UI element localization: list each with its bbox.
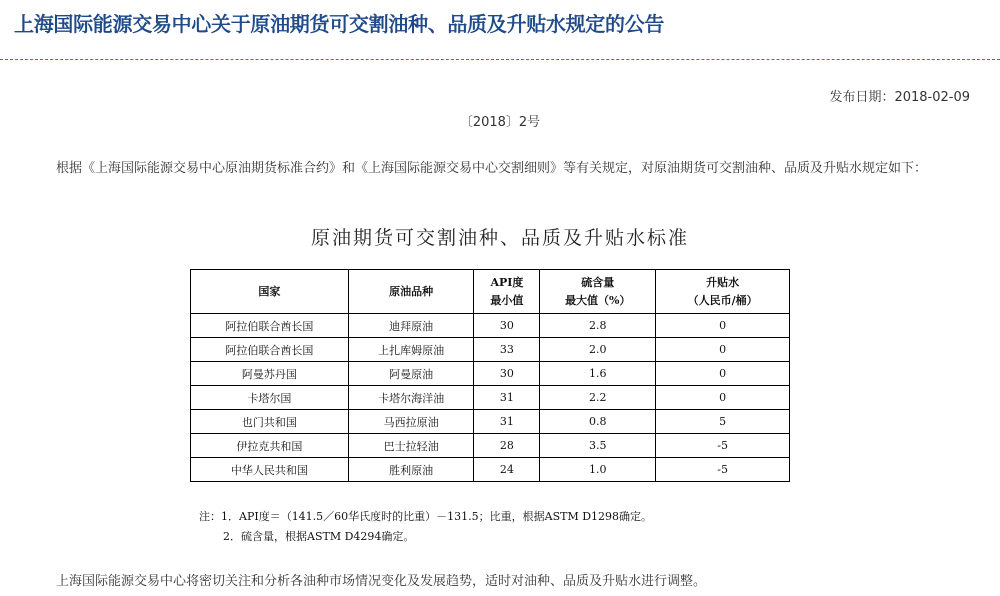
cell-grade: 上扎库姆原油 (348, 338, 474, 362)
cell-country: 伊拉克共和国 (191, 434, 349, 458)
note-2: 2．硫含量，根据ASTM D4294确定。 (223, 530, 415, 543)
cell-premium: 0 (656, 338, 790, 362)
title-divider (0, 59, 1000, 60)
cell-grade: 卡塔尔海洋油 (348, 386, 474, 410)
cell-sulfur: 1.0 (540, 458, 656, 482)
cell-api: 33 (474, 338, 540, 362)
cell-premium: 0 (656, 386, 790, 410)
table-row (191, 338, 790, 362)
publish-date: 发布日期：2018-02-09 (829, 90, 970, 105)
cell-grade: 胜利原油 (348, 458, 474, 482)
header-sulfur-line1: 硫含量 (581, 275, 615, 289)
note-1: 注：1．API度＝（141.5／60华氏度时的比重）－131.5；比重，根据ASTM D1298确定。 (199, 510, 653, 523)
cell-sulfur: 0.8 (540, 410, 656, 434)
cell-api: 30 (474, 362, 540, 386)
cell-country: 中华人民共和国 (191, 458, 349, 482)
header-grade: 原油品种 (348, 270, 474, 314)
table-row (191, 434, 790, 458)
cell-sulfur: 2.2 (540, 386, 656, 410)
page-title: 上海国际能源交易中心关于原油期货可交割油种、品质及升贴水规定的公告 (14, 12, 665, 36)
cell-premium: -5 (656, 434, 790, 458)
table-title: 原油期货可交割油种、品质及升贴水标准 (310, 227, 689, 249)
cell-premium: 5 (656, 410, 790, 434)
cell-country: 阿曼苏丹国 (191, 362, 349, 386)
cell-country: 阿拉伯联合酋长国 (191, 338, 349, 362)
cell-api: 24 (474, 458, 540, 482)
document-number: 〔2018〕2号 (459, 115, 541, 130)
header-premium (656, 270, 790, 314)
cell-sulfur: 1.6 (540, 362, 656, 386)
table-row (191, 410, 790, 434)
closing-paragraph: 上海国际能源交易中心将密切关注和分析各油种市场情况变化及发展趋势，适时对油种、品质及升贴水进行调整。 (56, 574, 707, 589)
cell-sulfur: 2.8 (540, 314, 656, 338)
table-row (191, 458, 790, 482)
cell-sulfur: 2.0 (540, 338, 656, 362)
header-country: 国家 (191, 270, 349, 314)
cell-api: 30 (474, 314, 540, 338)
table-header-row (191, 270, 790, 314)
header-premium-line1: 升贴水 (706, 275, 740, 289)
header-api-line1: API度 (490, 275, 524, 289)
crude-grades-table (190, 269, 790, 482)
cell-grade: 迪拜原油 (348, 314, 474, 338)
header-api (474, 270, 540, 314)
header-api-line2: 最小值 (490, 293, 524, 307)
cell-sulfur: 3.5 (540, 434, 656, 458)
cell-country: 阿拉伯联合酋长国 (191, 314, 349, 338)
cell-country: 也门共和国 (191, 410, 349, 434)
cell-premium: 0 (656, 362, 790, 386)
header-premium-line2: （人民币/桶） (687, 293, 758, 307)
header-sulfur (540, 270, 656, 314)
cell-grade: 马西拉原油 (348, 410, 474, 434)
table-row (191, 362, 790, 386)
cell-api: 28 (474, 434, 540, 458)
cell-api: 31 (474, 386, 540, 410)
cell-api: 31 (474, 410, 540, 434)
table-row (191, 314, 790, 338)
cell-premium: 0 (656, 314, 790, 338)
cell-premium: -5 (656, 458, 790, 482)
header-sulfur-line2: 最大值（%） (565, 293, 631, 307)
cell-country: 卡塔尔国 (191, 386, 349, 410)
cell-grade: 巴士拉轻油 (348, 434, 474, 458)
table-row (191, 386, 790, 410)
cell-grade: 阿曼原油 (348, 362, 474, 386)
intro-paragraph: 根据《上海国际能源交易中心原油期货标准合约》和《上海国际能源交易中心交割细则》等有关规定，对原油期货可交割油种、品质及升贴水规定如下： (56, 161, 928, 176)
table-notes (199, 507, 652, 547)
